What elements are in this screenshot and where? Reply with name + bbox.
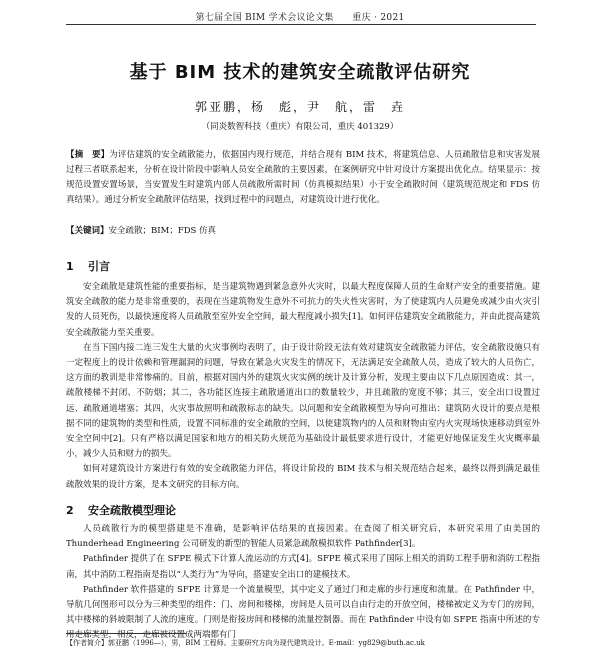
section-1-body (66, 280, 540, 493)
abstract (66, 148, 540, 208)
keywords (66, 224, 540, 239)
section-1-heading (66, 258, 110, 274)
running-head: 第七届全国 BIM 学术会议论文集 重庆 · 2021 (195, 13, 405, 23)
keywords-text: 安全疏散；BIM；FDS 仿真 (108, 226, 217, 236)
affiliation: （同炎数智科技（重庆）有限公司，重庆 401329） (201, 122, 399, 132)
paper-title: 基于 BIM 技术的建筑安全疏散评估研究 (129, 62, 471, 83)
section-2-paragraph: 人员疏散行为的模型搭建是不准确，是影响评估结果的直接因素。在查阅了相关研究后，本研究采用了由美国的 Thunderhead Engineering 公司研发的新型的智能人员紧急疏散模拟软件 Pathfinder[3]。 (66, 524, 540, 550)
section-2-paragraph: Pathfinder 提供了在 SFPE 模式下计算人流运动的方式[4]。SFPE 模式采用了国际上相关的消防工程手册和消防工程指南，其中消防工程指南是指以“人类行为”为导向，搭建安全出口的建模技术。 (66, 554, 540, 580)
authors: 郭亚鹏，杨 彪，尹 航，雷 垚 (194, 100, 405, 114)
section-1-paragraph: 如何对建筑设计方案进行有效的安全疏散能力评估，将设计阶段的 BIM 技术与相关规范结合起来，最终以得到满足最佳疏散效果的设计方案，是本文研究的目标方向。 (66, 464, 540, 490)
abstract-label: 【摘 要】 (66, 150, 110, 160)
section-1-paragraph: 安全疏散是建筑性能的重要指标，是当建筑物遇到紧急意外火灾时，以最大程度保障人员的生命财产安全的重要措施。建筑安全疏散的能力是非常重要的，表现在当建筑物发生意外不可抗力的失火性灾害时，为了使建筑内人员避免或减少由火灾引发的人员死伤，以最快速度将人员疏散至室外安全空间，最大程度减小损失[1]。如何评估建筑安全疏散能力，并由此提高建筑安全疏散能力至关重要。 (66, 282, 540, 338)
section-1-number: 1 (66, 260, 74, 273)
author-footnote: 【作者简介】郭亚鹏（1996—），男，BIM 工程师。主要研究方向为现代建筑设计。E-mail：yg829@buth.ac.uk (66, 639, 425, 647)
section-2-body (66, 522, 540, 641)
section-2-title: 安全疏散模型理论 (88, 504, 176, 517)
section-1-title: 引言 (88, 260, 110, 273)
section-2-paragraph: Pathfinder 软件搭建的 SFPE 计算是一个流量模型，其中定义了通过门和走廊的步行速度和流量。在 Pathfinder 中，导航几何图形可以分为三种类型的组件：门、房间和楼梯，房间是人员可以自由行走的开放空间，楼梯被定义为专门的房间，其中楼梯的斜坡限制了人流的速度。门则是衔接房间和楼梯的流量控制器。而在 Pathfinder 中设有如 SFPE 指南中所述的专用走廊类型，相反，走廊被设置成两端都有门 (66, 584, 540, 641)
header-rule (66, 24, 536, 25)
footnote-rule (66, 633, 186, 634)
section-1-paragraph: 在当下国内接二连三发生大量的火灾事例均表明了，由于设计阶段无法有效对建筑安全疏散能力评估，安全疏散设施只有一定程度上的设计依赖和管理漏洞的问题，导致在紧急火灾发生的情况下，无法满足安全疏散人员，造成了较大的人员伤亡，这方面的教训是非常惨痛的。目前，根据对国内外的建筑火灾实例的统计及计算分析，发现主要由以下几点原因造成：其一，疏散楼梯不封闭、不防烟；其二，各功能区连接主疏散通道出口的数量较少，并且疏散的宽度不够；其三，安全出口设置过远、疏散通道堵塞；其四，火灾事故照明和疏散标志的缺失。以问题和安全疏散模型为导向可推出：建筑防火设计的要点是根据不同的建筑物的类型和性质，设置不同标准的安全疏散的空间，以使建筑物内的人员和财物由室内火灾现场快速移动到室外安全空间中[2]。只有严格以满足国家和地方的相关防火规范为基础设计最低要求进行设计，才能更好地保证发生火灾概率最小，减少人员和财力的损失。 (66, 342, 540, 460)
section-2-number: 2 (66, 504, 74, 517)
section-2-heading (66, 502, 176, 518)
keywords-label: 【关键词】 (66, 226, 109, 236)
abstract-text: 为评估建筑的安全疏散能力，依据国内现行规范，并结合现有 BIM 技术，将建筑信息、人员疏散信息和灾害发展过程三者联系起来，分析在设计阶段中影响人员安全疏散的主要因素，在案例研究中针对设计方案提出优化点。结果显示：按规范设置安置场景，当安置发生时建筑内部人员疏散所需时间（仿真模拟结果）小于安全疏散时间（建筑规范规定和 FDS 仿真结果）。通过分析安全疏散评估结果，找到过程中的问题点，对建筑设计进行优化。 (66, 150, 540, 205)
